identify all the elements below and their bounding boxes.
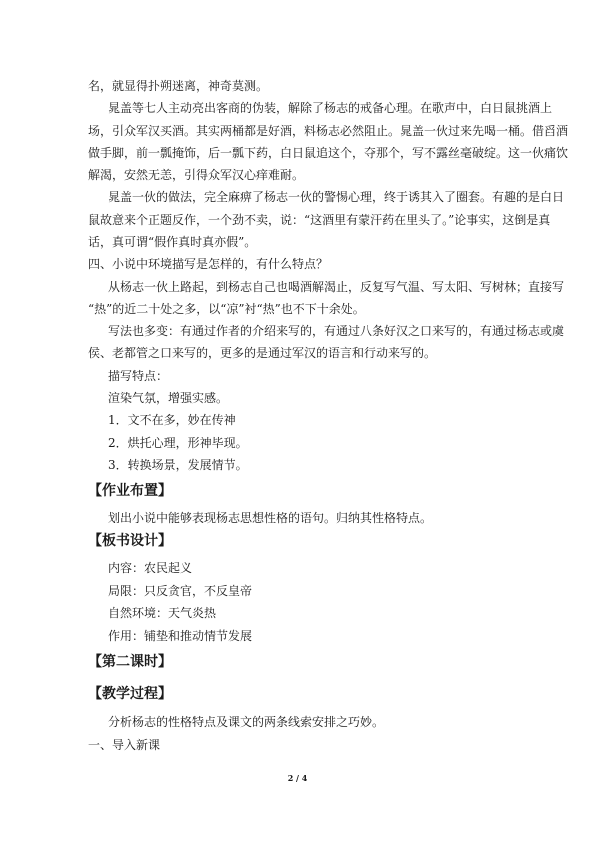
body-text-line: “热”的近二十处之多，以“凉”衬“热”也不下十余处。 xyxy=(88,302,365,316)
second-lesson-heading: 【第二课时】 xyxy=(88,654,172,670)
body-text-line: 解渴，安然无恙，引得众军汉心痒难耐。 xyxy=(88,168,305,182)
feature-item: 3．转换场景，发展情节。 xyxy=(108,458,248,472)
board-design-heading: 【板书设计】 xyxy=(88,533,172,549)
body-text-line: 从杨志一伙上路起，到杨志自己也喝酒解渴止，反复写气温、写太阳、写树林；直接写 xyxy=(108,280,565,294)
body-text-line: 做手脚，前一瓢掩饰，后一瓢下药，白日鼠追这个，夺那个，写不露丝毫破绽。这一伙痛饮 xyxy=(88,146,569,160)
process-step: 一、导入新课 xyxy=(88,738,161,752)
features-title: 描写特点： xyxy=(108,369,169,383)
homework-heading: 【作业布置】 xyxy=(88,483,172,499)
body-text-line: 写法也多变：有通过作者的介绍来写的，有通过八条好汉之口来写的，有通过杨志或虞 xyxy=(108,324,565,338)
features-intro: 渲染气氛，增强实感。 xyxy=(108,391,229,405)
body-text-line: 侯、老都管之口来写的，更多的是通过军汉的语言和行动来写的。 xyxy=(88,346,437,360)
feature-item: 2．烘托心理，形神毕现。 xyxy=(108,436,248,450)
body-text-line: 晁盖等七人主动亮出客商的伪装，解除了杨志的戒备心理。在歌声中，白日鼠挑酒上 xyxy=(108,101,553,115)
body-text-line: 晁盖一伙的做法，完全麻痹了杨志一伙的警惕心理，终于诱其入了圈套。有趣的是白日 xyxy=(108,190,565,204)
page-number: 2 / 4 xyxy=(287,773,308,783)
body-text-line: 话，真可谓“假作真时真亦假”。 xyxy=(88,235,257,249)
feature-item: 1．文不在多，妙在传神 xyxy=(108,413,236,427)
body-text-line: 场，引众军汉买酒。其实两桶都是好酒，料杨志必然阻止。晁盖一伙过来先喝一桶。借舀酒 xyxy=(88,124,569,138)
teaching-process-heading: 【教学过程】 xyxy=(88,686,172,702)
body-text-line: 鼠故意来个正题反作，一个劲不卖，说：“这酒里有蒙汗药在里头了。”论事实，这倒是真 xyxy=(88,213,551,227)
body-text-line: 名，就显得扑朔迷离，神奇莫测。 xyxy=(88,79,269,93)
board-item-effect: 作用：铺垫和推动情节发展 xyxy=(108,629,253,643)
question-heading: 四、小说中环境描写是怎样的，有什么特点？ xyxy=(88,257,329,271)
board-item-environment: 自然环境：天气炎热 xyxy=(108,606,217,620)
process-intro: 分析杨志的性格特点及课文的两条线索安排之巧妙。 xyxy=(108,715,385,729)
board-item-content: 内容：农民起义 xyxy=(108,561,193,575)
board-item-limit: 局限：只反贪官，不反皇帝 xyxy=(108,584,253,598)
homework-text: 划出小说中能够表现杨志思想性格的语句。归纳其性格特点。 xyxy=(108,511,433,525)
